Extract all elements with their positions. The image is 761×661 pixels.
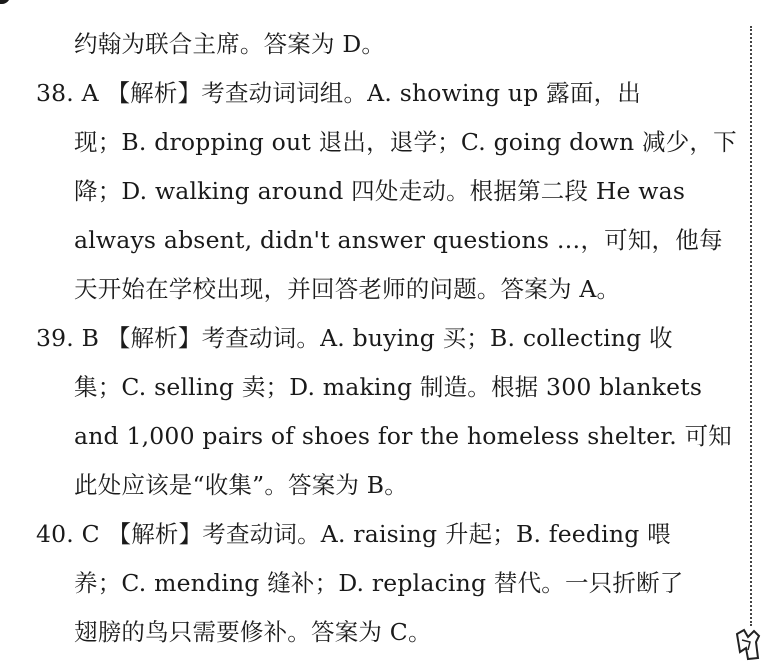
text-line-2: 38. A 【解析】考查动词词组。A. showing up 露面，出 bbox=[36, 79, 641, 107]
text-line-7: 39. B 【解析】考查动词。A. buying 买；B. collecting 收 bbox=[36, 324, 673, 352]
text-line-12: 养；C. mending 缝补；D. replacing 替代。一只折断了 bbox=[74, 569, 684, 597]
text-line-5: always absent, didn't answer questions …，可知，他每 bbox=[74, 226, 723, 254]
corner-mark-top-left bbox=[0, 0, 10, 4]
text-line-11: 40. C 【解析】考查动词。A. raising 升起；B. feeding 喂 bbox=[36, 520, 671, 548]
text-line-9: and 1,000 pairs of shoes for the homeless shelter. 可知 bbox=[74, 422, 732, 450]
dotted-cut-line bbox=[750, 26, 752, 626]
text-line-10: 此处应该是“收集”。答案为 B。 bbox=[74, 471, 408, 499]
page-corner-glyph-icon bbox=[734, 628, 761, 661]
text-line-6: 天开始在学校出现，并回答老师的问题。答案为 A。 bbox=[74, 275, 621, 303]
text-line-8: 集；C. selling 卖；D. making 制造。根据 300 blankets bbox=[74, 373, 703, 401]
text-line-13: 翅膀的鸟只需要修补。答案为 C。 bbox=[74, 618, 432, 646]
text-line-4: 降；D. walking around 四处走动。根据第二段 He was bbox=[74, 177, 686, 205]
text-line-1: 约翰为联合主席。答案为 D。 bbox=[74, 30, 386, 58]
text-line-3: 现；B. dropping out 退出，退学；C. going down 减少，下 bbox=[74, 128, 737, 156]
